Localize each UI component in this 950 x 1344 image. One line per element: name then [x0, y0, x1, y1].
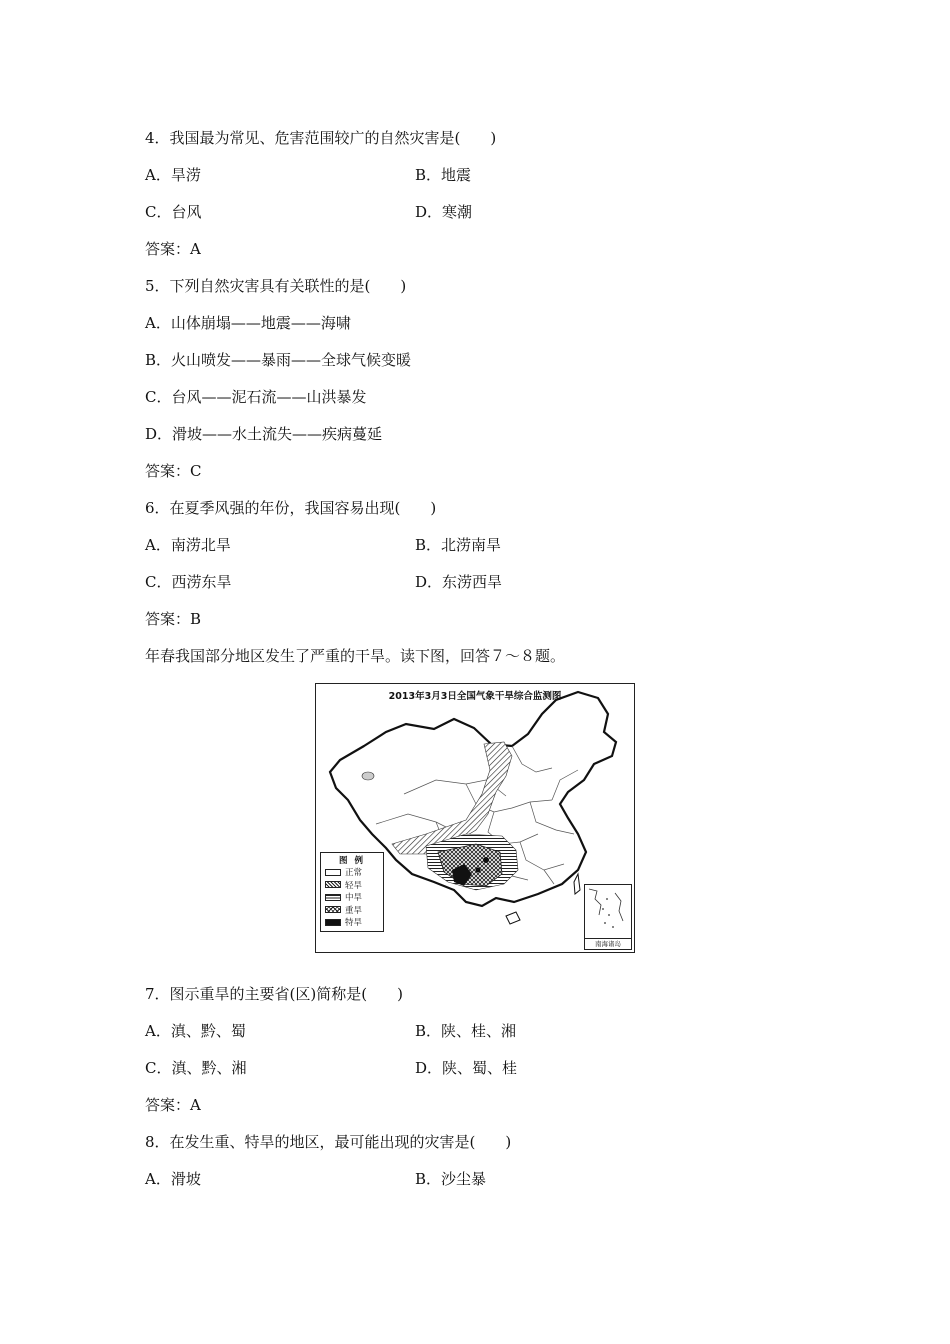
option-a: A．山体崩塌——地震——海啸: [145, 314, 351, 332]
drought-map-figure: [315, 683, 635, 953]
lake-marker: [362, 772, 374, 780]
legend-item: [321, 866, 383, 879]
option-d: D．陕、蜀、桂: [415, 1059, 518, 1077]
map-legend: [320, 852, 384, 932]
option-a: A．滑坡: [145, 1170, 201, 1188]
option-c: C．台风: [145, 203, 202, 221]
option-c: C．台风——泥石流——山洪暴发: [145, 388, 367, 406]
legend-label: 重旱: [345, 905, 363, 916]
legend-item: [321, 904, 383, 917]
taiwan-island: [574, 874, 580, 894]
question-5-stem: 5．下列自然灾害具有关联性的是( ): [145, 277, 407, 295]
legend-label: 正常: [345, 868, 363, 879]
passage-intro: 年春我国部分地区发生了严重的干旱。读下图，回答７～８题。: [145, 647, 566, 665]
option-b: B．北涝南旱: [415, 536, 502, 554]
option-a: A．滇、黔、蜀: [145, 1022, 246, 1040]
hainan-island: [506, 912, 520, 924]
inset-label: 南海诸岛: [585, 938, 631, 948]
answer-5: 答案：C: [145, 462, 202, 480]
question-7-stem: 7．图示重旱的主要省(区)简称是( ): [145, 985, 403, 1003]
answer-7: 答案：A: [145, 1096, 201, 1114]
option-d: D．寒潮: [415, 203, 473, 221]
legend-item: [321, 879, 383, 892]
swatch-extreme: [325, 919, 341, 926]
option-c: C．滇、黔、湘: [145, 1059, 247, 1077]
question-6-stem: 6．在夏季风强的年份，我国容易出现( ): [145, 499, 437, 517]
option-a: A．南涝北旱: [145, 536, 231, 554]
option-a: A．旱涝: [145, 166, 201, 184]
option-c: C．西涝东旱: [145, 573, 232, 591]
question-8-stem: 8．在发生重、特旱的地区，最可能出现的灾害是( ): [145, 1133, 512, 1151]
question-4-stem: 4．我国最为常见、危害范围较广的自然灾害是( ): [145, 129, 497, 147]
option-b: B．地震: [415, 166, 472, 184]
legend-item: [321, 891, 383, 904]
option-d: D．滑坡——水土流失——疾病蔓延: [145, 425, 383, 443]
answer-4: 答案：A: [145, 240, 201, 258]
option-b: B．陕、桂、湘: [415, 1022, 517, 1040]
swatch-light: [325, 881, 341, 888]
extreme-drought-spot: [476, 868, 481, 873]
extreme-drought-spot: [483, 857, 489, 863]
map-title: 2013年3月3日全国气象干旱综合监测图: [388, 691, 562, 702]
swatch-normal: [325, 869, 341, 876]
option-d: D．东涝西旱: [415, 573, 503, 591]
legend-label: 特旱: [345, 918, 363, 929]
option-b: B．火山喷发——暴雨——全球气候变暖: [145, 351, 412, 369]
south-sea-inset: [584, 884, 632, 950]
legend-title: 图 例: [339, 856, 365, 866]
inset-map: [585, 885, 629, 937]
legend-item: [321, 916, 383, 929]
swatch-heavy: [325, 906, 341, 913]
swatch-moderate: [325, 894, 341, 901]
answer-6: 答案：B: [145, 610, 202, 628]
legend-label: 中旱: [345, 893, 363, 904]
option-b: B．沙尘暴: [415, 1170, 487, 1188]
legend-label: 轻旱: [345, 880, 363, 891]
